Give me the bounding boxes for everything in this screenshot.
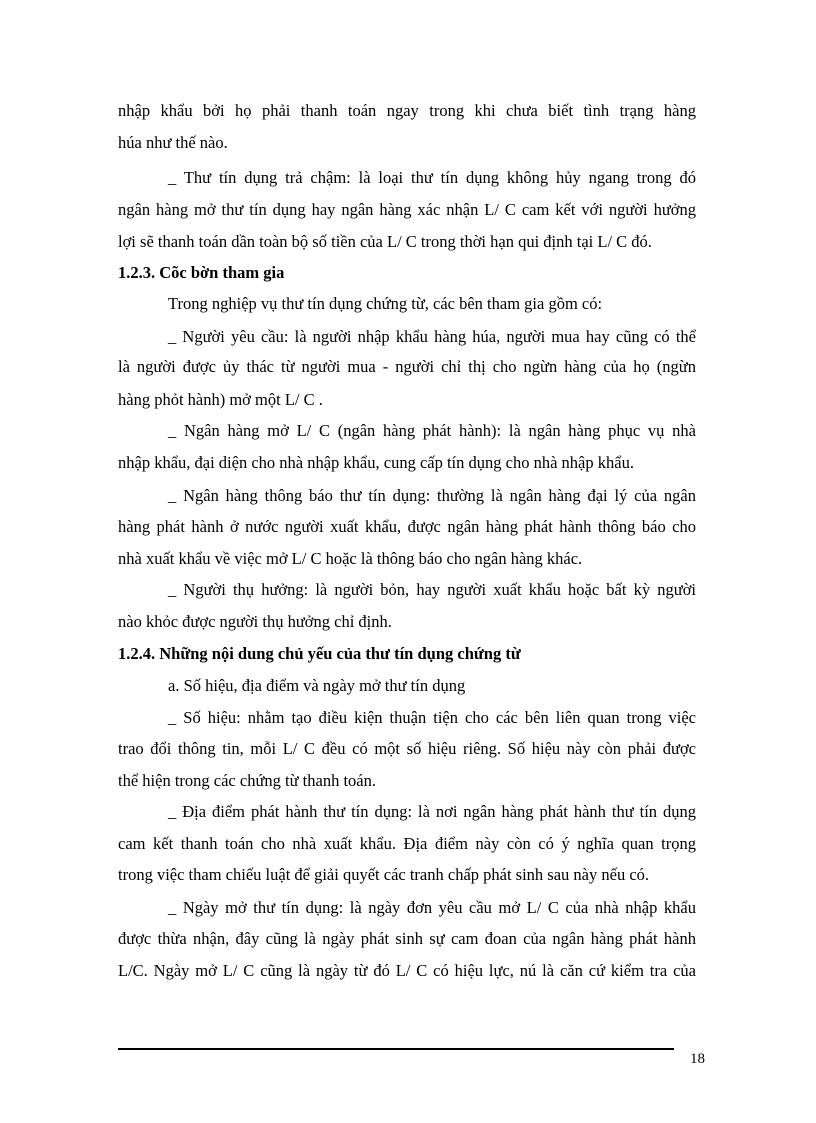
body-text-line: nhập khẩu bởi họ phải thanh toán ngay trong khi chưa biết tình trạng hàng [118,101,696,120]
body-text-line: _ Địa điểm phát hành thư tín dụng: là nơi ngân hàng phát hành thư tín dụng [168,802,696,821]
body-text-line: _ Ngày mở thư tín dụng: là ngày đơn yêu cầu mở L/ C của nhà nhập khẩu [168,898,696,917]
body-text-line: nào khỏc được người thụ hưởng chỉ định. [118,612,392,631]
body-text-line: Trong nghiệp vụ thư tín dụng chứng từ, các bên tham gia gồm có: [168,294,603,313]
body-text-line: lợi sẽ thanh toán dần toàn bộ số tiền của L/ C trong thời hạn qui định tại L/ C đó. [118,232,652,251]
body-text-line: cam kết thanh toán cho nhà xuất khẩu. Địa điểm này còn có ý nghĩa quan trọng [118,834,696,853]
body-text-line: _ Người thụ hưởng: là người bỏn, hay người xuất khẩu hoặc bất kỳ người [168,580,696,599]
body-text-line: hàng phát hành ở nước người xuất khẩu, được ngân hàng phát hành thông báo cho [118,517,696,536]
body-text-line: _ Ngân hàng mở L/ C (ngân hàng phát hành): là ngân hàng phục vụ nhà [168,421,696,440]
body-text-line: ngân hàng mở thư tín dụng hay ngân hàng xác nhận L/ C cam kết với người hưởng [118,200,696,219]
body-text-line: _ Số hiệu: nhằm tạo điều kiện thuận tiện cho các bên liên quan trong việc [168,708,696,727]
body-text-line: _ Thư tín dụng trả chậm: là loại thư tín dụng không hủy ngang trong đó [168,168,696,187]
body-text-line: nhà xuất khẩu về việc mở L/ C hoặc là thông báo cho ngân hàng khác. [118,549,583,568]
body-text-line: _ Ngân hàng thông báo thư tín dụng: thường là ngân hàng đại lý của ngân [168,486,696,505]
body-text-line: trao đổi thông tin, mỗi L/ C đều có một số hiệu riêng. Số hiệu này còn phải được [118,739,696,758]
body-text-line: hàng phỏt hành) mở một L/ C . [118,390,323,409]
page-number: 18 [690,1051,705,1067]
section-heading: 1.2.4. Những nội dung chủ yếu của thư tín dụng chứng từ [118,644,521,663]
body-text-line: được thừa nhận, đây cũng là ngày phát sinh sự cam đoan của ngân hàng phát hành [118,929,696,948]
body-text-line: nhập khẩu, đại diện cho nhà nhập khẩu, cung cấp tín dụng cho nhà nhập khẩu. [118,453,634,472]
body-text-line: thể hiện trong các chứng từ thanh toán. [118,771,376,790]
body-text-line: _ Người yêu cầu: là người nhập khẩu hàng húa, người mua hay cũng có thể [168,327,696,346]
footer-divider [118,1048,674,1050]
body-text-line: húa như thế nào. [118,133,228,152]
body-text-line: là người được ủy thác từ người mua - người chỉ thị cho ngừn hàng của họ (ngừn [118,357,696,376]
body-text-line: trong việc tham chiếu luật để giải quyết các tranh chấp phát sinh sau này nếu có. [118,865,650,884]
section-heading: 1.2.3. Cõc bờn tham gia [118,263,285,282]
subsection-heading: a. Số hiệu, địa điểm và ngày mở thư tín dụng [168,676,466,695]
body-text-line: L/C. Ngày mở L/ C cũng là ngày từ đó L/ C có hiệu lực, nú là căn cứ kiểm tra của [118,961,696,980]
